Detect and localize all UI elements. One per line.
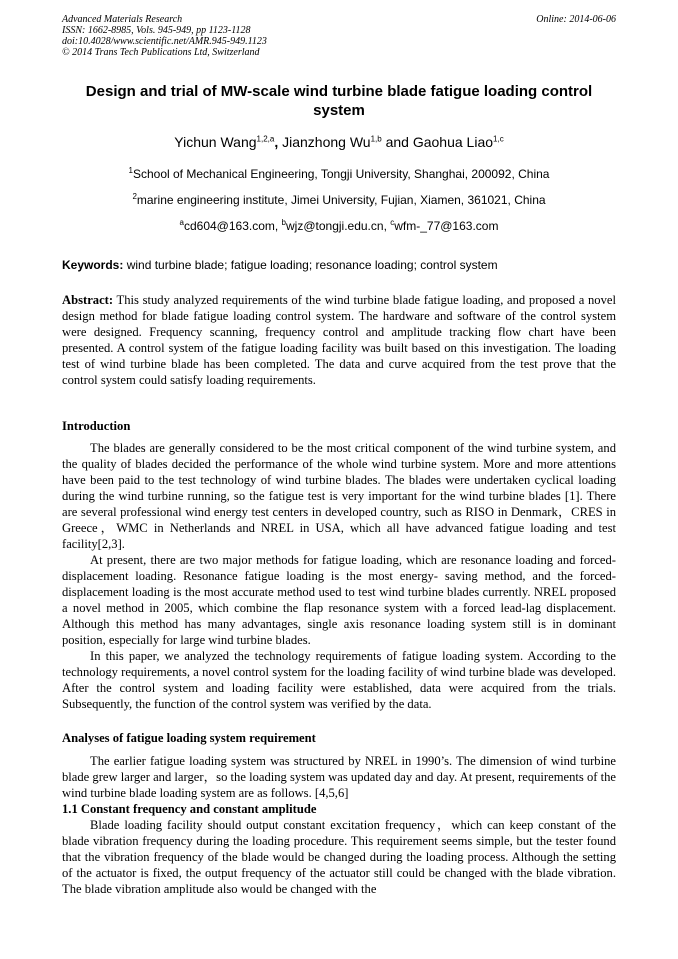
author-name: Yichun Wang (174, 134, 257, 150)
affiliation-mark: 1 (128, 166, 133, 175)
subsection-heading: 1.1 Constant frequency and constant amplitude (62, 802, 317, 816)
online-date: Online: 2014-06-06 (536, 14, 616, 25)
abstract-label: Abstract: (62, 293, 114, 307)
journal-issn: ISSN: 1662-8985, Vols. 945-949, pp 1123-1128 (62, 25, 251, 36)
keywords-text: wind turbine blade; fatigue loading; resonance loading; control system (123, 258, 498, 272)
paragraph: The earlier fatigue loading system was structured by NREL in 1990’s. The dimension of wind turbine blade grew larger and larger，so the loading system was updated day and day. At present, requirements of the wind turbine blade loading system are as follows. [4,5,6] (62, 754, 616, 800)
paragraph: The blades are generally considered to be the most critical component of the wind turbine system, and the quality of blades decided the performance of the whole wind turbine system. More and more attentions have been paid to the test technology of wind turbine blades. The blades were undertaken cyclical loading during the wind turbine running, so the fatigue test is very important for the wind turbine blades [1]. There are several professional wind energy test centers in developed country, such as RISO in Denmark，CRES in Greece，WMC in Netherlands and NREL in USA, which all have advanced fatigue loading and test facility[2,3]. (62, 441, 616, 551)
author-list (62, 133, 616, 151)
email-address[interactable]: wfm-_77@163.com (394, 219, 499, 233)
author-name: Jianzhong Wu (282, 134, 371, 150)
journal-copyright: © 2014 Trans Tech Publications Ltd, Switzerland (62, 47, 260, 58)
paragraph: In this paper, we analyzed the technology requirements of fatigue loading system. According to the technology requirements, a novel control system for the loading facility of wind turbine blade was developed. After the control system and loading facility were established, data were acquired from the trials. Subsequently, the function of the control system was verified by the data. (62, 649, 616, 711)
paragraph: Blade loading facility should output constant excitation frequency，which can keep constant of the blade vibration frequency during the loading procedure. This requirement seems simple, but the tester found that the vibration frequency of the blade would be changed during the loading process. Although the setting of the actuator is fixed, the output frequency of the actuator still could be changed with the blade vibration. The blade vibration amplitude also would be changed with the (62, 818, 616, 896)
author-name: Gaohua Liao (412, 134, 494, 150)
paragraph: At present, there are two major methods for fatigue loading, which are resonance loading and forced-displacement loading. Resonance fatigue loading is the most energy- saving method, and the forced-displacement loading is the most accurate method used to test wind turbine blades currently. NREL proposed a novel method in 2005, which combine the flap resonance system with a forced lead-lag displacement. Although this method has many advantages, single axis resonance loading system still is in dominant position, especially for large wind turbine blades. (62, 553, 616, 647)
email-address[interactable]: wjz@tongji.edu.cn, (286, 219, 391, 233)
affiliation-text: marine engineering institute, Jimei University, Fujian, Xiamen, 361021, China (136, 193, 546, 207)
affiliation (62, 193, 616, 207)
keywords-label: Keywords: (62, 258, 124, 272)
journal-name: Advanced Materials Research (62, 14, 183, 25)
author-affiliation-mark: 1,2,a (256, 134, 275, 144)
abstract-text: This study analyzed requirements of the wind turbine blade fatigue loading, and proposed a novel design method for blade fatigue loading control system. The hardware and software of the control system were designed. Frequency scanning, frequency control and amplitude tracking flow chart have been presented. A control system of the fatigue loading facility was built based on this investigation. The loading test of wind turbine blade has been completed. The data and curve acquired from the test prove that the control system could satisfy loading requirements. (62, 293, 616, 387)
affiliation-text: School of Mechanical Engineering, Tongji University, Shanghai, 200092, China (132, 167, 550, 181)
section-heading-introduction: Introduction (62, 419, 131, 433)
author-emails (62, 219, 616, 233)
affiliation (62, 167, 616, 181)
journal-doi[interactable]: doi:10.4028/www.scientific.net/AMR.945-949.1123 (62, 36, 267, 47)
email-mark: a (179, 218, 184, 227)
author-affiliation-mark: 1,b (370, 134, 382, 144)
email-mark: b (281, 218, 286, 227)
email-mark: c (390, 218, 395, 227)
journal-header (62, 14, 267, 58)
author-separator: , (274, 134, 283, 150)
section-heading-analyses: Analyses of fatigue loading system requirement (62, 731, 316, 745)
keywords (62, 258, 616, 272)
abstract (62, 292, 616, 388)
affiliation-mark: 2 (132, 192, 137, 201)
email-address[interactable]: cd604@163.com, (183, 219, 282, 233)
author-separator: and (381, 134, 413, 150)
paper-title: Design and trial of MW-scale wind turbine blade fatigue loading control system (85, 83, 593, 119)
author-affiliation-mark: 1,c (493, 134, 504, 144)
